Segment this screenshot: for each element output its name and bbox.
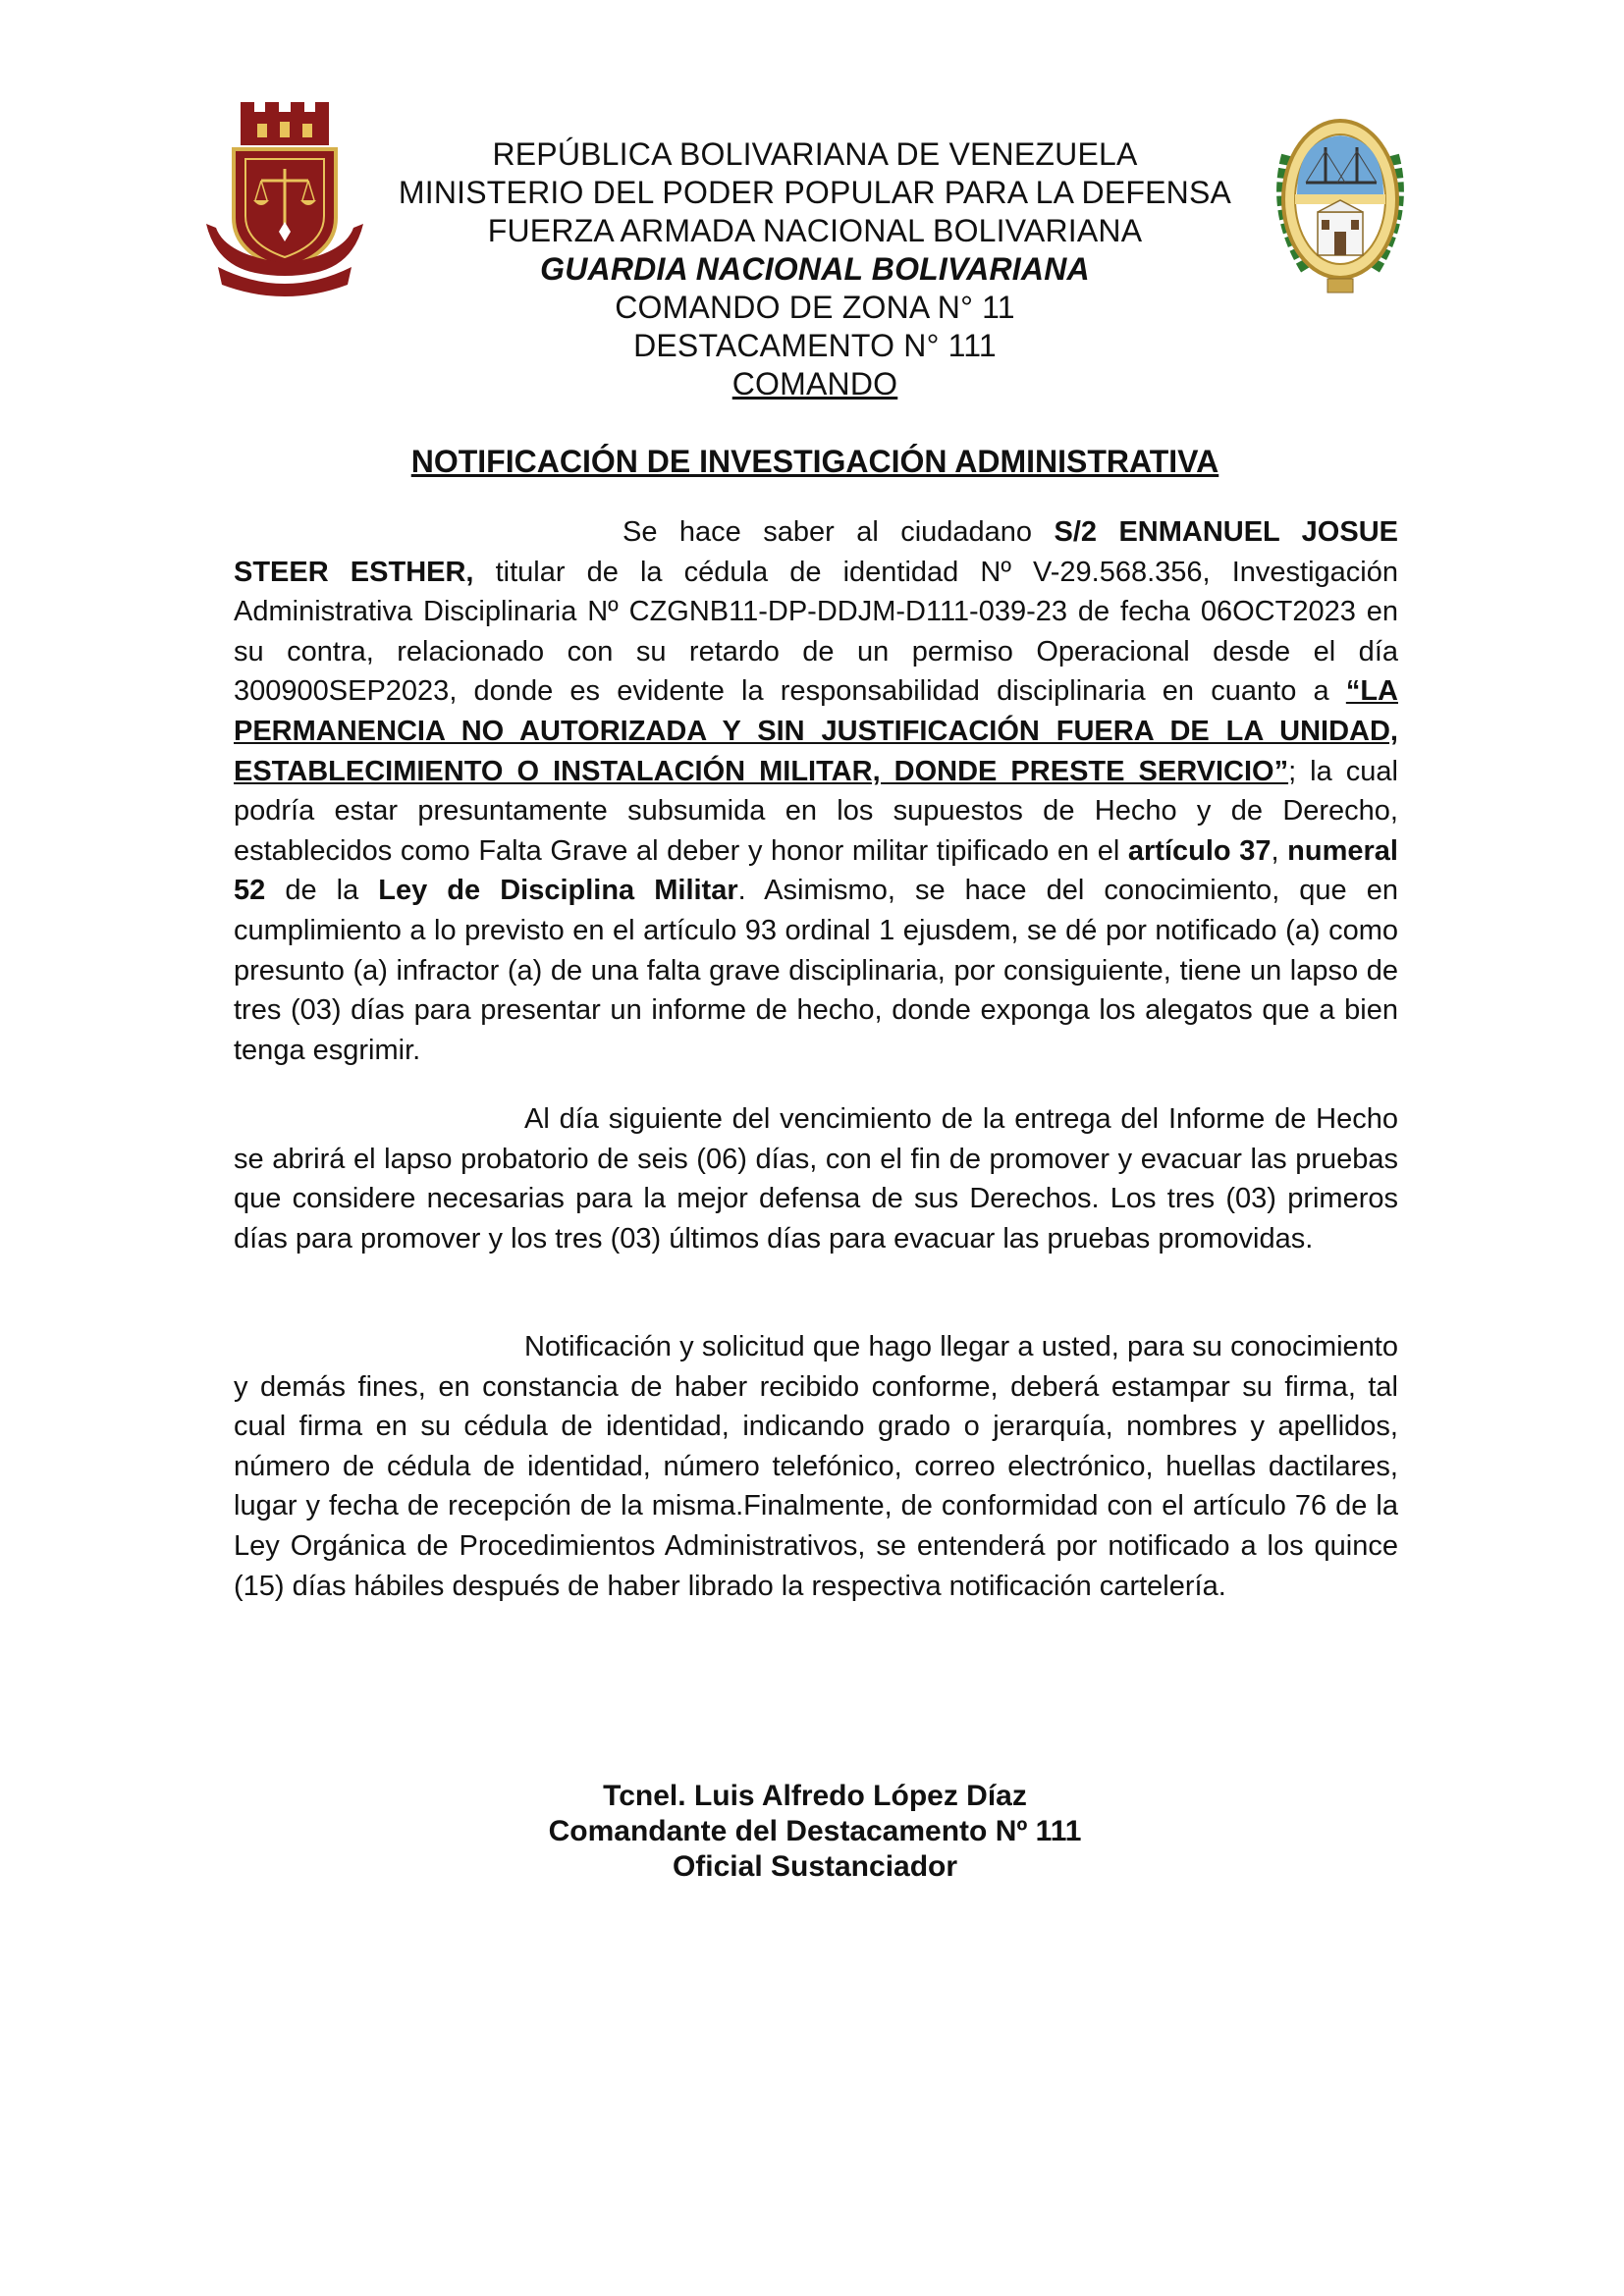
document-title: NOTIFICACIÓN DE INVESTIGACIÓN ADMINISTRATIVA	[410, 444, 1219, 479]
numeral-ref: numeral 52	[234, 834, 1398, 907]
letterhead-country: REPÚBLICA BOLIVARIANA DE VENEZUELA	[492, 136, 1138, 172]
signatory-role: Oficial Sustanciador	[672, 1850, 958, 1883]
article-ref: artículo 37	[1127, 834, 1272, 867]
letterhead-ministry: MINISTERIO DEL PODER POPULAR PARA LA DEFENSA	[398, 175, 1232, 210]
letterhead	[324, 135, 1306, 403]
infraction-description: “LA PERMANENCIA NO AUTORIZADA Y SIN JUSTIFICACIÓN FUERA DE LA UNIDAD, ESTABLECIMIENTO O INSTALACIÓN MILITAR, DONDE PRESTE SERVICIO”	[234, 675, 1398, 787]
recipient-name: S/2 ENMANUEL JOSUE STEER ESTHER,	[234, 516, 1398, 588]
signatory-position: Comandante del Destacamento Nº 111	[548, 1815, 1082, 1847]
letterhead-armed-forces: FUERZA ARMADA NACIONAL BOLIVARIANA	[487, 213, 1143, 248]
letterhead-guardia: GUARDIA NACIONAL BOLIVARIANA	[540, 251, 1090, 287]
signatory-name: Tcnel. Luis Alfredo López Díaz	[603, 1780, 1027, 1812]
signature-block	[422, 1779, 1208, 1885]
letterhead-detachment: DESTACAMENTO N° 111	[633, 328, 997, 363]
letterhead-zone: COMANDO DE ZONA N° 11	[615, 290, 1015, 325]
letterhead-command: COMANDO	[731, 366, 898, 401]
notification-paragraph-2: Al día siguiente del vencimiento de la entrega del Informe de Hecho se abrirá el lapso probatorio de seis (06) días, con el fin de promover y evacuar las pruebas que considere necesarias para la mejor defensa de sus Derechos. Los tres (03) primeros días para promover y los tres (03) últimos días para evacuar las pruebas promovidas.	[234, 1103, 1398, 1255]
notification-paragraph-3: Notificación y solicitud que hago llegar a usted, para su conocimiento y demás fines, en constancia de haber recibido conforme, deberá estampar su firma, tal cual firma en su cédula de identidad, indicando grado o jerarquía, nombres y apellidos, número de cédula de identidad, número telefónico, correo electrónico, huellas dactilares, lugar y fecha de recepción de la misma.Finalmente, de conformidad con el artículo 76 de la Ley Orgánica de Procedimientos Administrativos, se entenderá por notificado a los quince (15) días hábiles después de haber librado la respectiva notificación cartelería.	[234, 1331, 1398, 1602]
notification-paragraph-1: Se hace saber al ciudadano S/2 ENMANUEL JOSUE STEER ESTHER, titular de la cédula de identidad Nº V-29.568.356, Investigación Administrativa Disciplinaria Nº CZGNB11-DP-DDJM-D111-039-23 de fecha 06OCT2023 en su contra, relacionado con su retardo de un permiso Operacional desde el día 300900SEP2023, donde es evidente la responsabilidad disciplinaria en cuanto a “LA PERMANENCIA NO AUTORIZADA Y SIN JUSTIFICACIÓN FUERA DE LA UNIDAD, ESTABLECIMIENTO O INSTALACIÓN MILITAR, DONDE PRESTE SERVICIO”; la cual podría estar presuntamente subsumida en los supuestos de Hecho y de Derecho, establecidos como Falta Grave al deber y honor militar tipificado en el artículo 37, numeral 52 de la Ley de Disciplina Militar. Asimismo, se hace del conocimiento, que en cumplimiento a lo previsto en el artículo 93 ordinal 1 ejusdem, se dé por notificado (a) como presunto (a) infractor (a) de una falta grave disciplinaria, por consiguiente, tiene un lapso de tres (03) días para presentar un informe de hecho, donde exponga los alegatos que a bien tenga esgrimir.	[234, 516, 1399, 1066]
law-ref: Ley de Disciplina Militar	[378, 875, 738, 907]
